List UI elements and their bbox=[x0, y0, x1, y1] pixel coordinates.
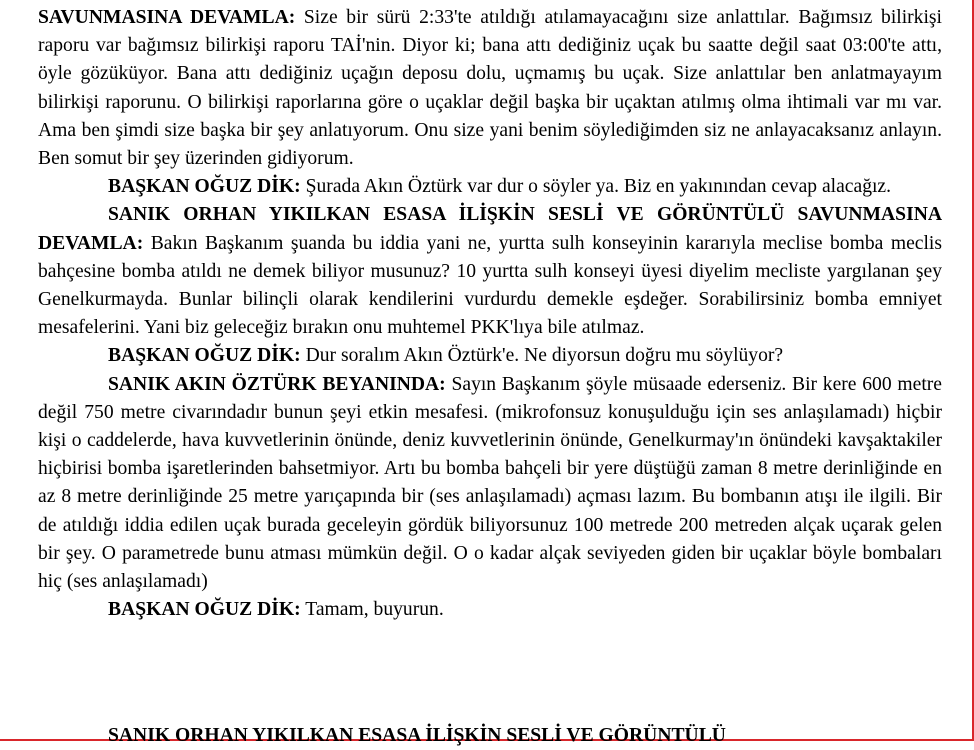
paragraph-text: Tamam, buyurun. bbox=[300, 599, 444, 621]
speaker-label: SANIK AKIN ÖZTÜRK BEYANINDA: bbox=[108, 373, 446, 395]
paragraph-orhan-yikilkan bbox=[38, 201, 942, 342]
paragraph-text: Şurada Akın Öztürk var dur o söyler ya. Biz en yakınından cevap alacağız. bbox=[300, 176, 892, 198]
speaker-label: BAŞKAN OĞUZ DİK: bbox=[108, 176, 301, 198]
speaker-label: BAŞKAN OĞUZ DİK: bbox=[108, 599, 301, 621]
paragraph-text: Sayın Başkanım şöyle müsaade ederseniz. Bir kere 600 metre değil 750 metre civarındadır bunun şeyi etkin mesafesi. (mikrofonsuz konuşulduğu için ses anlaşılamadı) hiçbir kişi o caddelerde, hava kuvvetlerinin önünde, deniz kuvvetlerinin önünde, Genelkurmay'ın önündeki kavşaktakiler hiçbirisi bomba işaretlerinden bahsetmiyor. Artı bu bomba bahçeli bir yere düştüğü zaman 8 metre derinliğinde en az 8 metre derinliğinde 25 metre yarıçapında bir (ses anlaşılamadı) açması lazım. Bu bombanın atışı ile ilgili. Bir de atıldığı iddia edilen uçak burada geceleyin gördük biliyorsunuz 100 metrede 200 metreden alçak uçarak gelen bir şey. O parametrede bunu atması mümkün değil. O o kadar alçak seviyeden giden bir uçaklar böyle bombaları hiç (ses anlaşılamadı) bbox=[38, 373, 942, 593]
speaker-label: SAVUNMASINA DEVAMLA: bbox=[38, 7, 296, 28]
paragraph-text: Bakın Başkanım şuanda bu iddia yani ne, yurtta sulh konseyinin kararıyla meclise bomba meclis bahçesine bomba atıldı ne demek biliyor musunuz? 10 yurtta sulh konseyi üyesi diyelim mecliste yargılanan şey Genelkurmayda. Bunlar bilinçli olarak kendilerini vurdurdu demekle eşdeğer. Sorabilirsiniz bomba emniyet mesafelerini. Yani biz geleceğiz bırakın onu muhtemel PKK'lıya bile atılmaz. bbox=[38, 232, 942, 339]
paragraph-baskan-2 bbox=[38, 342, 942, 370]
transcript-text bbox=[38, 4, 942, 624]
paragraph-akin-ozturk bbox=[38, 371, 942, 597]
paragraph-text: Dur soralım Akın Öztürk'e. Ne diyorsun doğru mu söylüyor? bbox=[300, 345, 784, 367]
paragraph-baskan-1 bbox=[38, 173, 942, 201]
paragraph-savunma-continuation bbox=[38, 4, 942, 173]
speaker-label: BAŞKAN OĞUZ DİK: bbox=[108, 345, 301, 367]
speaker-label: SANIK ORHAN YIKILKAN ESASA İLİŞKİN SESLİ VE GÖRÜNTÜLÜ SAVUNMASINA DEVAMLA: bbox=[38, 204, 942, 254]
paragraph-text: Size bir sürü 2:33'te atıldığı atılamayacağını size anlattılar. Bağımsız bilirkişi raporu var bağımsız bilirkişi raporu TAİ'nin. Diyor ki; bana attı dediğiniz uçak bu saatte değil saat 03:00'te attı, öyle gözüküyor. Bana attı dediğiniz uçağın deposu dolu, uçmamış bu uçak. Size anlattılar ben anlatmayayım bilirkişi raporunu. O bilirkişi raporlarına göre o uçaklar değil başka bir uçaktan atılmış olma ihtimali var mı var. Ama ben şimdi size başka bir şey anlatıyorum. Onu size yani benim söylediğimden siz ne anlayacaksanız anlayın. Ben somut bir şey üzerinden gidiyorum. bbox=[38, 7, 942, 170]
cut-off-speaker-line: SANIK ORHAN YIKILKAN ESASA İLİŞKİN SESLİ VE GÖRÜNTÜLÜ bbox=[108, 725, 726, 746]
paragraph-baskan-3 bbox=[38, 596, 942, 624]
